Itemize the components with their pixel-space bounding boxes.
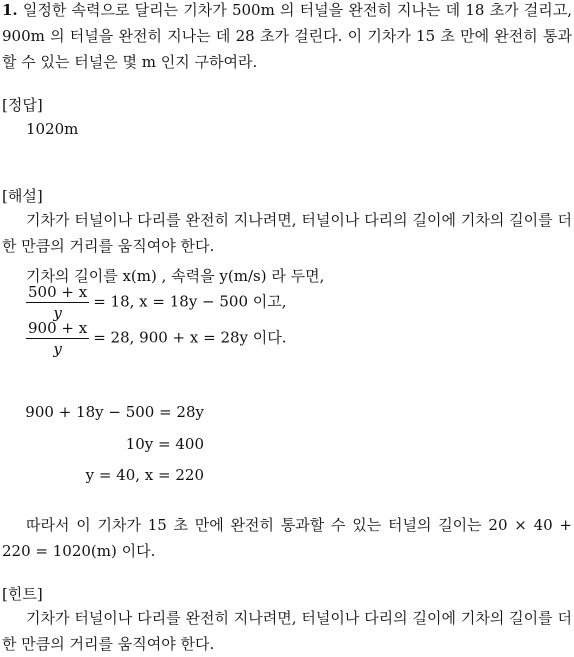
fraction-1 xyxy=(26,282,89,323)
answer-label: [정답] xyxy=(2,96,43,114)
equation-fraction-2 xyxy=(26,318,287,359)
fraction-2-denominator: y xyxy=(53,340,62,358)
fraction-1-denominator: y xyxy=(53,304,62,322)
fraction-1-rest: = 18, x = 18y − 500 이고, xyxy=(93,292,287,311)
hint-label: [힌트] xyxy=(2,585,43,603)
explanation-setup: 기차의 길이를 x(m) , 속력을 y(m/s) 라 두면, xyxy=(26,267,325,285)
explanation-paragraph: 기차가 터널이나 다리를 완전히 지나려면, 터널이나 다리의 길이에 기차의 길이를 더한 만큼의 거리를 움직여야 한다. xyxy=(2,211,572,255)
equation-fraction-1 xyxy=(26,282,287,323)
fraction-2-rest: = 28, 900 + x = 28y 이다. xyxy=(93,328,287,347)
explanation-conclusion: 따라서 이 기차가 15 초 만에 완전히 통과할 수 있는 터널의 길이는 20 × 40 + 220 = 1020(m) 이다. xyxy=(2,516,572,560)
fraction-2 xyxy=(26,318,89,359)
aligned-equation-3: y = 40, x = 220 xyxy=(85,466,204,484)
problem-text: 일정한 속력으로 달리는 기차가 500m 의 터널을 완전히 지나는 데 18 초가 걸리고, 900m 의 터널을 완전히 지나는 데 28 초가 걸린다. 이 기차가 15 초 만에 완전히 통과할 수 있는 터널은 몇 m 인지 구하여라. xyxy=(2,1,572,71)
hint-text: 기차가 터널이나 다리를 완전히 지나려면, 터널이나 다리의 길이에 기차의 길이를 더한 만큼의 거리를 움직여야 한다. xyxy=(2,609,572,653)
problem-number: 1. xyxy=(2,1,18,19)
answer-value: 1020m xyxy=(26,120,79,138)
explanation-label: [해설] xyxy=(2,187,43,205)
aligned-equation-2: 10y = 400 xyxy=(125,435,204,453)
fraction-1-numerator: 500 + x xyxy=(28,283,88,301)
fraction-2-numerator: 900 + x xyxy=(28,319,88,337)
aligned-equation-1: 900 + 18y − 500 = 28y xyxy=(25,403,204,421)
problem-statement xyxy=(2,0,572,75)
